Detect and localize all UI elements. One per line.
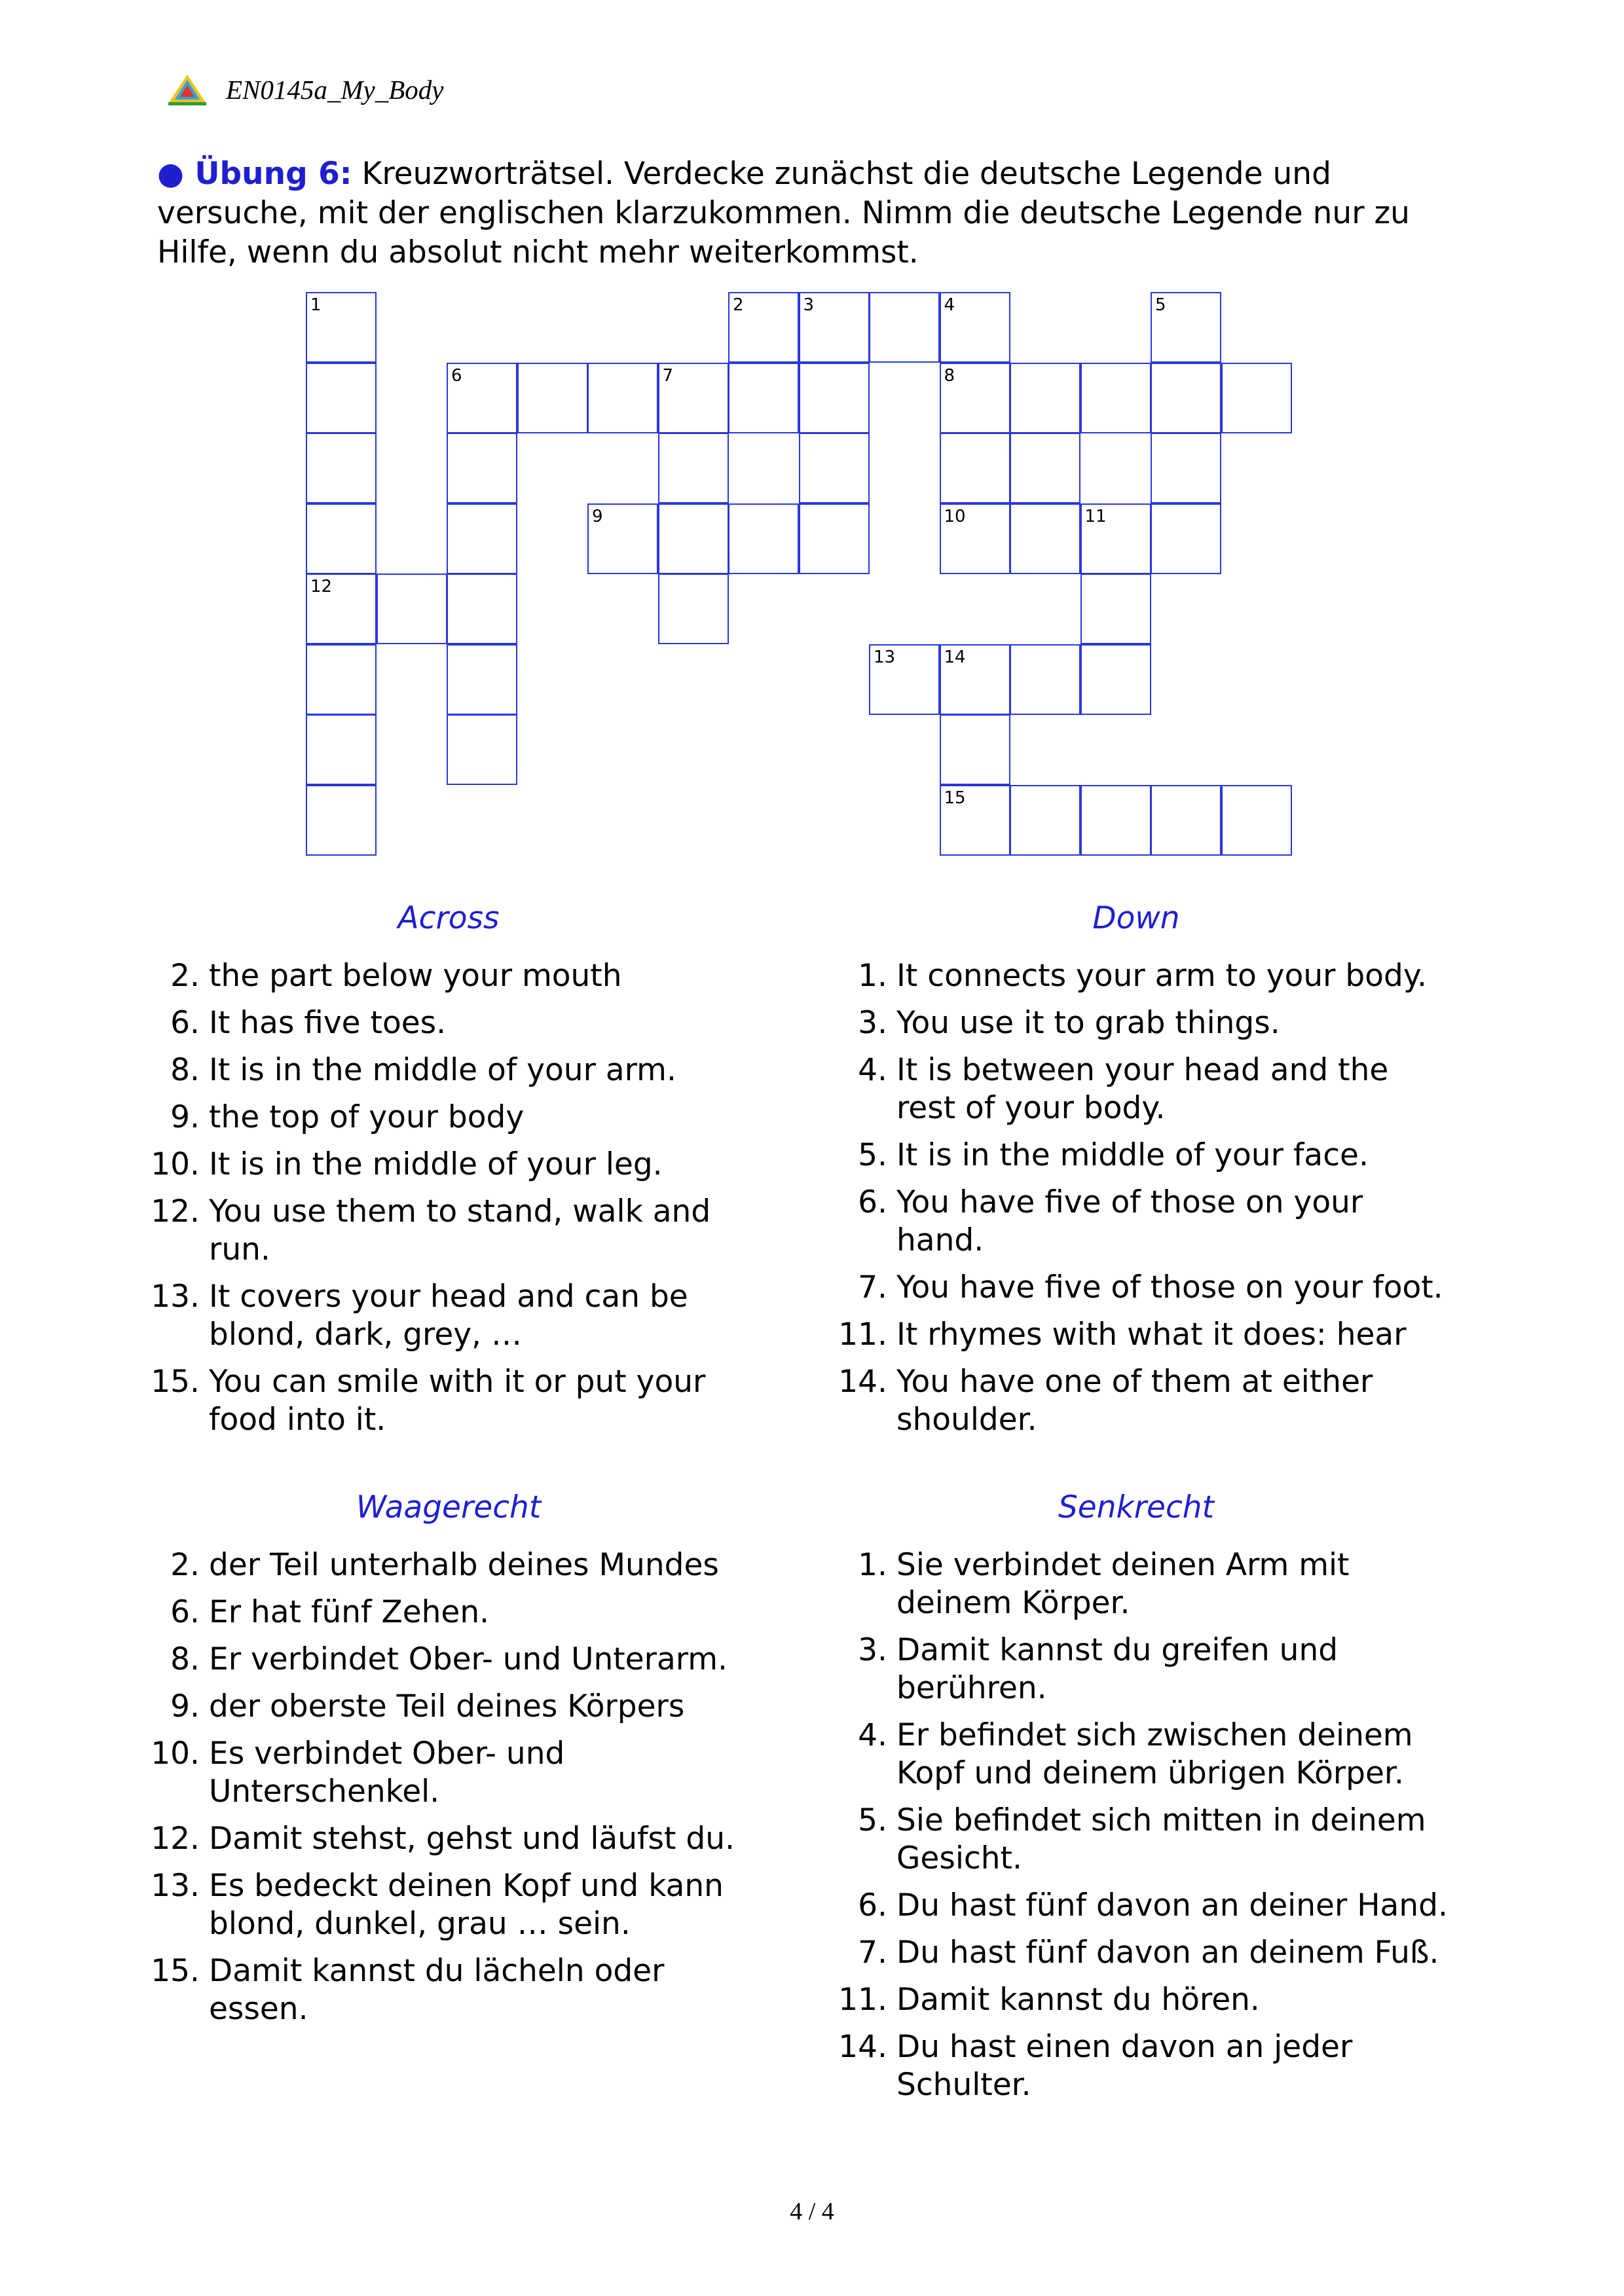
cell-number: 8 — [944, 365, 955, 386]
clue-number: 5. — [858, 1137, 887, 1173]
clue-number: 14. — [838, 1364, 887, 1400]
clue-number: 15. — [151, 1364, 200, 1400]
clue-item — [147, 1952, 766, 2028]
clue-text: You use them to stand, walk and run. — [209, 1194, 711, 1267]
clue-number: 2. — [170, 1547, 200, 1583]
clue-number: 7. — [858, 1935, 887, 1971]
clue-number: 7. — [858, 1269, 887, 1305]
clue-number: 9. — [170, 1688, 200, 1724]
cell-number: 2 — [733, 295, 744, 315]
crossword-cell[interactable] — [447, 574, 517, 644]
crossword-cell[interactable] — [306, 785, 377, 856]
crossword-cell[interactable] — [587, 503, 658, 574]
clue-number: 1. — [858, 1547, 887, 1583]
clue-item — [835, 1802, 1454, 1878]
clue-item — [835, 1004, 1454, 1042]
crossword-cell[interactable] — [306, 574, 377, 644]
senkrecht-heading: Senkrecht — [1058, 1489, 1215, 1525]
crossword-cell[interactable] — [1151, 292, 1221, 363]
crossword-cell[interactable] — [447, 644, 517, 715]
clue-text: Damit kannst du hören. — [896, 1982, 1260, 2018]
crossword-cell[interactable] — [658, 574, 729, 644]
clue-text: the top of your body — [209, 1099, 525, 1135]
crossword-cell[interactable] — [799, 503, 870, 574]
colorful-triangle-logo-icon — [167, 73, 208, 106]
clue-item — [835, 1934, 1454, 1972]
clue-item — [147, 1867, 766, 1943]
crossword-cell[interactable] — [1010, 363, 1080, 433]
clue-text: Es bedeckt deinen Kopf und kann blond, dunkel, grau … sein. — [209, 1868, 724, 1942]
crossword-cell[interactable] — [587, 363, 658, 433]
clue-item — [835, 1981, 1454, 2019]
crossword-cell[interactable] — [306, 292, 377, 363]
clue-text: It rhymes with what it does: hear — [896, 1317, 1407, 1353]
cell-number: 14 — [944, 647, 966, 667]
crossword-cell[interactable] — [306, 714, 377, 785]
down-heading: Down — [1092, 900, 1180, 936]
crossword-cell[interactable] — [728, 292, 799, 363]
clue-number: 8. — [170, 1052, 200, 1088]
clue-text: It is in the middle of your face. — [896, 1137, 1369, 1173]
crossword-cell[interactable] — [306, 363, 377, 433]
crossword-cell[interactable] — [1010, 433, 1080, 503]
crossword-cell[interactable] — [306, 433, 377, 503]
crossword-cell[interactable] — [1151, 363, 1221, 433]
clue-number: 14. — [838, 2029, 887, 2065]
cell-number: 6 — [451, 365, 462, 386]
clue-item — [147, 1051, 724, 1089]
clue-item — [835, 1269, 1454, 1307]
clue-text: You use it to grab things. — [896, 1005, 1280, 1041]
clue-number: 12. — [151, 1821, 200, 1857]
crossword-cell[interactable] — [869, 644, 940, 715]
clue-item — [147, 1688, 766, 1726]
exercise-text: Kreuzworträtsel. Verdecke zunächst die deutsche Legende und versuche, mit der englischen klarzukommen. Nimm die deutsche Legende nur zu Hilfe, wenn du absolut nicht mehr weiterkommst. — [157, 156, 1410, 270]
clue-item — [147, 1594, 766, 1631]
clue-item — [147, 1146, 724, 1184]
clue-item — [147, 1363, 724, 1439]
cell-number: 13 — [874, 647, 896, 667]
clue-number: 11. — [838, 1317, 887, 1353]
exercise-label: ● Übung 6: — [157, 156, 352, 192]
clue-item — [147, 1278, 724, 1354]
crossword-cell[interactable] — [1080, 363, 1151, 433]
clue-item — [835, 1363, 1454, 1439]
crossword-cell[interactable] — [1010, 503, 1080, 574]
crossword-cell[interactable] — [447, 714, 517, 785]
clue-number: 10. — [151, 1736, 200, 1772]
clue-item — [835, 1051, 1454, 1127]
cell-number: 5 — [1155, 295, 1166, 315]
crossword-cell[interactable] — [1080, 644, 1151, 715]
crossword-cell[interactable] — [306, 644, 377, 715]
clue-text: Damit kannst du lächeln oder essen. — [209, 1953, 665, 2027]
clue-number: 1. — [858, 958, 887, 994]
crossword-cell[interactable] — [447, 363, 517, 433]
clue-item — [835, 1717, 1454, 1793]
crossword-cell[interactable] — [1080, 574, 1151, 644]
cell-number: 10 — [944, 506, 966, 526]
clue-number: 12. — [151, 1194, 200, 1230]
crossword-cell[interactable] — [1010, 785, 1080, 856]
clue-item — [147, 1735, 766, 1811]
crossword-grid — [306, 292, 1296, 855]
clue-number: 2. — [170, 958, 200, 994]
clue-number: 6. — [170, 1005, 200, 1041]
clue-item — [835, 1316, 1454, 1354]
clue-item — [147, 1193, 724, 1269]
clue-number: 11. — [838, 1982, 887, 2018]
clue-text: Er hat fünf Zehen. — [209, 1594, 490, 1630]
crossword-cell[interactable] — [940, 503, 1010, 574]
clue-number: 10. — [151, 1146, 200, 1182]
clue-item — [835, 1137, 1454, 1175]
crossword-cell[interactable] — [1151, 433, 1221, 503]
clue-text: Er verbindet Ober- und Unterarm. — [209, 1641, 728, 1677]
clue-item — [147, 957, 724, 995]
clue-item — [147, 1004, 724, 1042]
crossword-cell[interactable] — [940, 714, 1010, 785]
clue-number: 4. — [858, 1717, 887, 1753]
clue-text: It has five toes. — [209, 1005, 447, 1041]
clue-number: 3. — [858, 1632, 887, 1668]
crossword-cell[interactable] — [940, 363, 1010, 433]
across-clue-list — [147, 957, 724, 1448]
crossword-cell[interactable] — [1080, 503, 1151, 574]
clue-item — [835, 2028, 1454, 2104]
crossword-cell[interactable] — [869, 292, 940, 363]
crossword-cell[interactable] — [799, 363, 870, 433]
clue-item — [835, 1887, 1454, 1925]
clue-number: 6. — [858, 1887, 887, 1923]
crossword-cell[interactable] — [377, 574, 447, 644]
clue-text: der oberste Teil deines Körpers — [209, 1688, 685, 1724]
crossword-cell[interactable] — [940, 433, 1010, 503]
clue-text: der Teil unterhalb deines Mundes — [209, 1547, 719, 1583]
crossword-cell[interactable] — [728, 363, 799, 433]
clue-item — [147, 1099, 724, 1137]
across-heading: Across — [397, 900, 500, 936]
clue-number: 6. — [858, 1184, 887, 1220]
crossword-cell[interactable] — [1010, 644, 1080, 715]
crossword-cell[interactable] — [1221, 363, 1292, 433]
cell-number: 1 — [310, 295, 322, 315]
senkrecht-clue-list — [835, 1546, 1454, 2113]
clue-item — [147, 1820, 766, 1858]
clue-text: Damit kannst du greifen und berühren. — [896, 1632, 1338, 1706]
clue-number: 8. — [170, 1641, 200, 1677]
cell-number: 9 — [592, 506, 603, 526]
page-header — [167, 73, 443, 106]
clue-text: It connects your arm to your body. — [896, 958, 1427, 994]
clue-text: Sie befindet sich mitten in deinem Gesicht. — [896, 1802, 1426, 1876]
waagerecht-heading: Waagerecht — [356, 1489, 542, 1525]
clue-text: Damit stehst, gehst und läufst du. — [209, 1821, 735, 1857]
clue-text: Es verbindet Ober- und Unterschenkel. — [209, 1736, 565, 1810]
cell-number: 15 — [944, 788, 966, 808]
clue-item — [835, 1546, 1454, 1622]
clue-text: Du hast fünf davon an deinem Fuß. — [896, 1935, 1439, 1971]
waagerecht-clue-list — [147, 1546, 766, 2037]
crossword-cell[interactable] — [1151, 503, 1221, 574]
clue-number: 15. — [151, 1953, 200, 1989]
crossword-cell[interactable] — [1151, 785, 1221, 856]
crossword-cell[interactable] — [1221, 785, 1292, 856]
clue-item — [147, 1546, 766, 1584]
page-number: 4 / 4 — [790, 2198, 834, 2225]
clue-text: Sie verbindet deinen Arm mit deinem Körper. — [896, 1547, 1350, 1621]
clue-text: It is in the middle of your leg. — [209, 1146, 663, 1182]
clue-text: the part below your mouth — [209, 958, 622, 994]
clue-text: It is in the middle of your arm. — [209, 1052, 676, 1088]
crossword-cell[interactable] — [1080, 785, 1151, 856]
clue-item — [835, 1631, 1454, 1707]
clue-text: You have five of those on your foot. — [896, 1269, 1443, 1305]
document-id: EN0145a_My_Body — [226, 75, 444, 105]
down-clue-list — [835, 957, 1454, 1448]
crossword-cell[interactable] — [306, 503, 377, 574]
clue-number: 6. — [170, 1594, 200, 1630]
clue-item — [147, 1641, 766, 1679]
crossword-cell[interactable] — [658, 433, 729, 503]
crossword-cell[interactable] — [940, 785, 1010, 856]
clue-text: You have one of them at either shoulder. — [896, 1364, 1373, 1438]
crossword-cell[interactable] — [940, 292, 1010, 363]
cell-number: 12 — [310, 577, 333, 596]
clue-text: You have five of those on your hand. — [896, 1184, 1363, 1258]
clue-number: 13. — [151, 1279, 200, 1315]
clue-number: 13. — [151, 1868, 200, 1904]
crossword-cell[interactable] — [799, 292, 870, 363]
clue-text: Du hast einen davon an jeder Schulter. — [896, 2029, 1353, 2103]
cell-number: 4 — [944, 295, 955, 315]
clue-item — [835, 1184, 1454, 1260]
crossword-cell[interactable] — [447, 503, 517, 574]
cell-number: 7 — [662, 365, 674, 386]
crossword-cell[interactable] — [728, 503, 799, 574]
crossword-cell[interactable] — [658, 503, 729, 574]
clue-text: It is between your head and the rest of your body. — [896, 1052, 1389, 1126]
clue-text: It covers your head and can be blond, dark, grey, … — [209, 1279, 688, 1353]
crossword-cell[interactable] — [940, 644, 1010, 715]
cell-number: 3 — [803, 295, 815, 315]
clue-number: 4. — [858, 1052, 887, 1088]
clue-number: 9. — [170, 1099, 200, 1135]
clue-item — [835, 957, 1454, 995]
clue-number: 5. — [858, 1802, 887, 1838]
clue-text: Du hast fünf davon an deiner Hand. — [896, 1887, 1448, 1923]
exercise-instructions — [157, 155, 1454, 272]
crossword-cell[interactable] — [517, 363, 588, 433]
clue-number: 3. — [858, 1005, 887, 1041]
crossword-cell[interactable] — [447, 433, 517, 503]
clue-text: You can smile with it or put your food into it. — [209, 1364, 706, 1438]
clue-text: Er befindet sich zwischen deinem Kopf und deinem übrigen Körper. — [896, 1717, 1413, 1791]
crossword-cell[interactable] — [799, 433, 870, 503]
crossword-cell[interactable] — [658, 363, 729, 433]
cell-number: 11 — [1084, 506, 1107, 526]
